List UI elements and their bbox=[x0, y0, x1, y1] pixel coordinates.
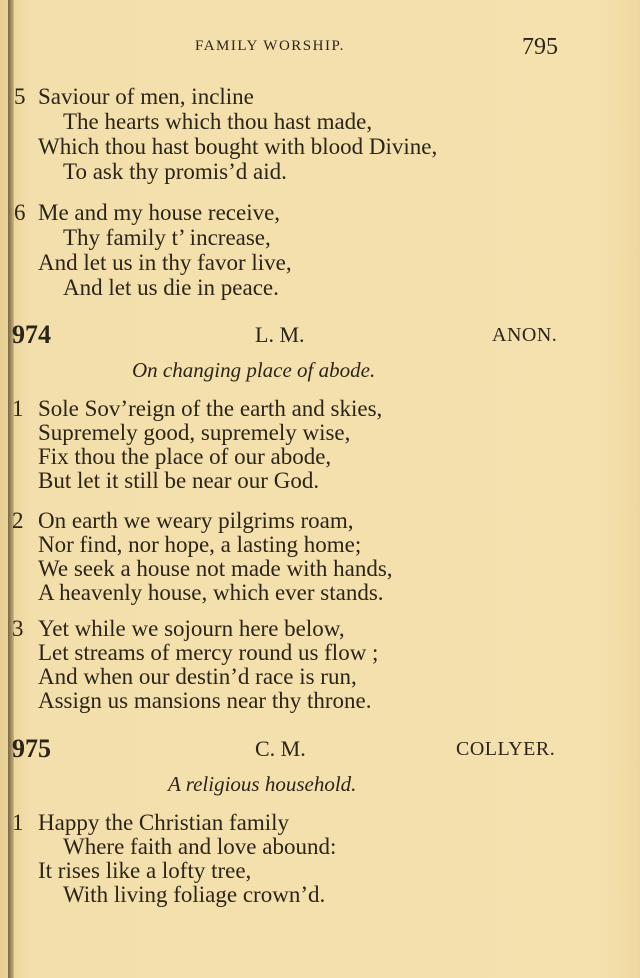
stanza-number: 3 bbox=[12, 616, 24, 641]
stanza-line: We seek a house not made with hands, bbox=[38, 556, 393, 581]
stanza-line: Happy the Christian family bbox=[38, 810, 290, 835]
stanza-line: Thy family t’ increase, bbox=[63, 225, 271, 250]
stanza-line: With living foliage crown’d. bbox=[63, 882, 326, 907]
stanza-line: And let us die in peace. bbox=[63, 275, 279, 300]
running-title: FAMILY WORSHIP. bbox=[195, 38, 345, 54]
page-header bbox=[0, 34, 640, 62]
stanza-line: Where faith and love abound: bbox=[63, 834, 337, 859]
stanza-line: Saviour of men, incline bbox=[38, 84, 254, 109]
stanza-line: The hearts which thou hast made, bbox=[63, 109, 373, 134]
stanza-line: Yet while we sojourn here below, bbox=[38, 616, 345, 641]
hymn-975-heading bbox=[0, 734, 640, 768]
hymn-meter: L. M. bbox=[255, 322, 305, 347]
stanza-line: Sole Sov’reign of the earth and skies, bbox=[38, 396, 383, 421]
stanza-line: To ask thy promis’d aid. bbox=[63, 159, 287, 184]
stanza-number: 2 bbox=[12, 508, 24, 533]
stanza-line: Let streams of mercy round us flow ; bbox=[38, 640, 379, 665]
hymn-author: COLLYER. bbox=[456, 738, 556, 760]
stanza-number: 6 bbox=[14, 200, 26, 225]
stanza-line: On earth we weary pilgrims roam, bbox=[38, 508, 354, 533]
stanza-line: Supremely good, supremely wise, bbox=[38, 420, 351, 445]
hymn-number: 975 bbox=[12, 734, 51, 763]
stanza-line: A heavenly house, which ever stands. bbox=[38, 580, 384, 605]
page-number: 795 bbox=[522, 34, 558, 60]
hymn-author: ANON. bbox=[492, 324, 558, 346]
hymn-974-subtitle: On changing place of abode. bbox=[132, 358, 376, 382]
stanza-line: And let us in thy favor live, bbox=[38, 250, 292, 275]
stanza-line: But let it still be near our God. bbox=[38, 468, 320, 493]
hymn-974-heading bbox=[0, 320, 640, 354]
stanza-line: It rises like a lofty tree, bbox=[38, 858, 252, 883]
hymn-number: 974 bbox=[12, 320, 51, 349]
hymn-meter: C. M. bbox=[255, 736, 306, 761]
stanza-line: And when our destin’d race is run, bbox=[38, 664, 357, 689]
stanza-line: Nor find, nor hope, a lasting home; bbox=[38, 532, 362, 557]
stanza-number: 5 bbox=[14, 84, 26, 109]
stanza-line: Fix thou the place of our abode, bbox=[38, 444, 332, 469]
stanza-number: 1 bbox=[12, 810, 24, 835]
stanza-number: 1 bbox=[12, 396, 24, 421]
stanza-line: Me and my house receive, bbox=[38, 200, 281, 225]
stanza-line: Assign us mansions near thy throne. bbox=[38, 688, 372, 713]
stanza-line: Which thou hast bought with blood Divine, bbox=[38, 134, 438, 159]
hymn-975-subtitle: A religious household. bbox=[168, 772, 357, 796]
